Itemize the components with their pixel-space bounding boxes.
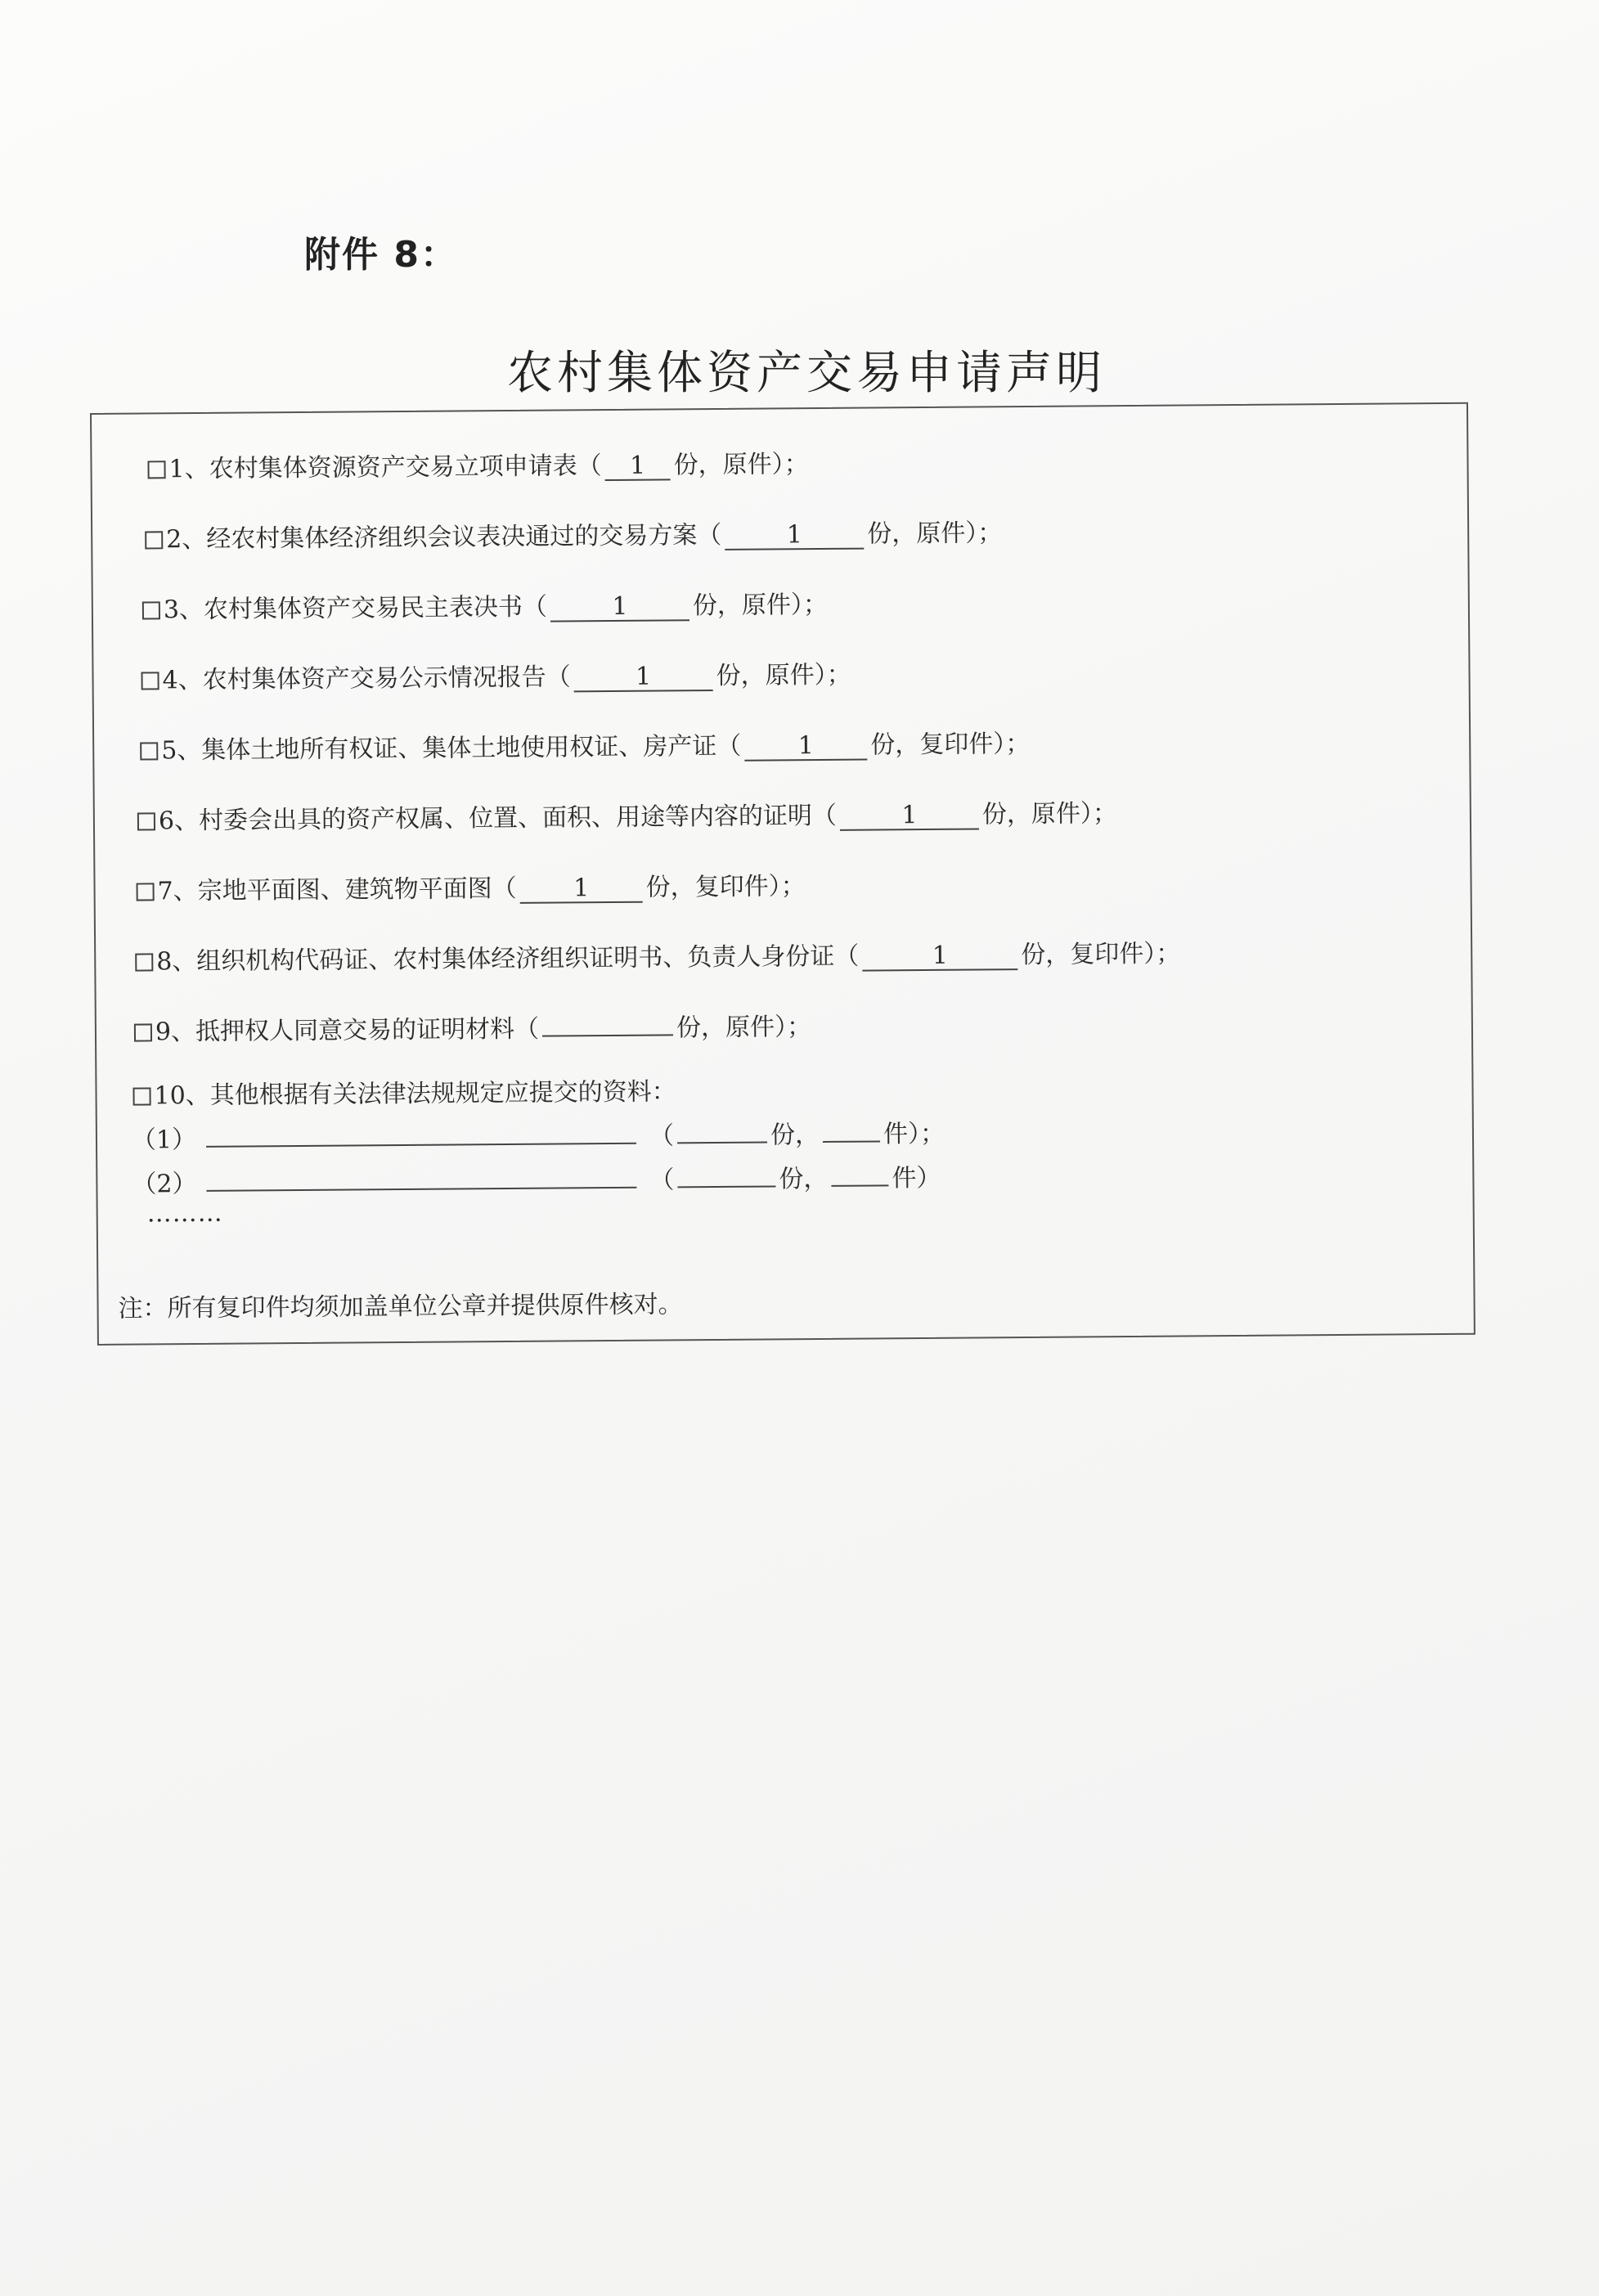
checkbox-item-1[interactable] [147,461,165,479]
item-8-count[interactable]: 1 [862,942,1017,971]
item-3-count[interactable]: 1 [550,593,689,622]
subitem-1-name-field[interactable] [206,1120,636,1148]
item-10-subitem-1 [132,1113,945,1156]
item-7-unit: 份，复印件）； [645,872,806,902]
checkbox-item-4[interactable] [141,672,159,690]
item-9-text: 9、抵押权人同意交易的证明材料（ [155,1014,540,1047]
item-2-text: 2、经农村集体经济组织会议表决通过的交易方案（ [166,520,722,555]
item-8-text: 8、组织机构代码证、农村集体经济组织证明书、负责人身份证（ [156,941,860,977]
attachment-label: 附件 8： [304,234,458,276]
checkbox-item-5[interactable] [140,742,158,760]
item-1 [147,443,808,484]
checkbox-item-2[interactable] [145,531,163,549]
declaration-form [90,402,1475,1346]
item-3 [142,584,828,626]
item-7-text: 7、宗地平面图、建筑物平面图（ [157,874,517,906]
item-5-count[interactable]: 1 [744,733,867,762]
checkbox-item-8[interactable] [135,953,153,971]
item-3-unit: 份，原件）； [692,590,829,621]
item-6 [137,793,1117,836]
subitem-2-pieces-field[interactable] [831,1161,888,1187]
item-9-count[interactable] [542,1034,673,1036]
item-10-subitem-2 [132,1157,941,1200]
checkbox-item-6[interactable] [137,812,155,830]
checkbox-item-9[interactable] [134,1023,152,1041]
checkbox-item-7[interactable] [137,883,155,901]
subitem-2-label: （2） [132,1170,197,1199]
subitem-2-unit2: 件） [892,1163,941,1193]
item-5-unit: 份，复印件）； [870,729,1031,760]
note-text: 注：所有复印件均须加盖单位公章并提供原件核对。 [118,1290,683,1323]
item-10 [133,1071,676,1111]
subitem-1-label: （1） [131,1126,197,1155]
checkbox-item-10[interactable] [133,1087,150,1105]
item-7-count[interactable]: 1 [520,875,643,904]
document-title: 农村集体资产交易申请声明 [507,347,1106,400]
item-8 [135,933,1180,977]
subitem-1-pieces-field[interactable] [823,1117,880,1143]
item-6-count[interactable]: 1 [840,802,979,830]
item-4-unit: 份，原件）； [716,660,851,690]
item-2-count[interactable]: 1 [725,522,864,550]
item-9 [134,1006,811,1048]
item-6-text: 6、村委会出具的资产权属、位置、面积、用途等内容的证明（ [158,801,838,836]
item-1-text: 1、农村集体资源资产交易立项申请表（ [168,452,602,484]
item-2-unit: 份，原件）； [867,519,1003,549]
subitem-1-unit2: 件）； [883,1119,945,1149]
item-5 [140,723,1030,766]
item-4 [141,654,851,696]
subitem-2-unit1: 份， [779,1164,829,1194]
ellipsis: ……… [146,1198,223,1229]
item-6-unit: 份，原件）； [981,799,1118,829]
item-7 [136,865,805,906]
item-10-text: 10、其他根据有关法律法规规定应提交的资料： [154,1077,676,1111]
subitem-2-copies-field[interactable] [677,1162,775,1188]
item-3-text: 3、农村集体资产交易民主表决书（ [163,592,548,625]
item-1-unit: 份，原件）； [673,450,809,480]
subitem-1-unit1: 份， [770,1121,820,1150]
item-8-unit: 份，复印件）； [1021,939,1181,970]
subitem-1-copies-field[interactable] [677,1119,767,1144]
item-1-count[interactable]: 1 [604,452,670,480]
subitem-2-open: （ [649,1166,675,1195]
subitem-2-name-field[interactable] [206,1164,636,1192]
subitem-1-open: （ [649,1121,675,1151]
item-5-text: 5、集体土地所有权证、集体土地使用权证、房产证（ [161,731,742,766]
item-9-unit: 份，原件）； [676,1013,812,1043]
item-4-text: 4、农村集体资产交易公示情况报告（ [162,663,571,695]
item-4-count[interactable]: 1 [574,663,713,692]
item-2 [145,512,1002,555]
checkbox-item-3[interactable] [142,601,160,619]
